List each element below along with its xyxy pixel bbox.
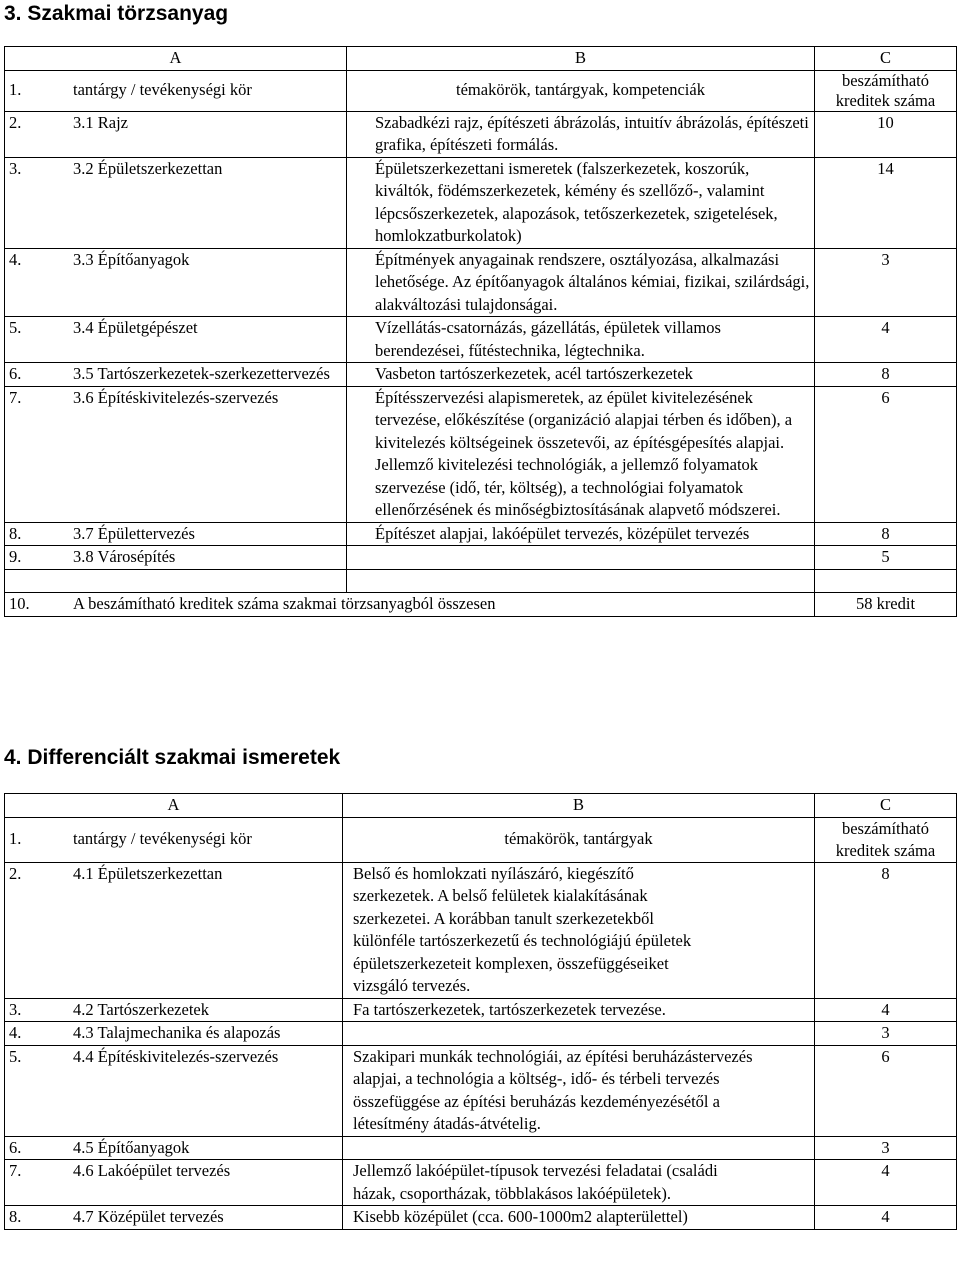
table-row bbox=[5, 386, 957, 522]
row-number: 6. bbox=[9, 364, 22, 383]
row-topics: Fa tartószerkezetek, tartószerkezetek tervezése. bbox=[343, 998, 815, 1022]
col-letter-b: B bbox=[343, 794, 815, 818]
row-number: 7. bbox=[9, 387, 22, 407]
row-topics: Épületszerkezettani ismeretek (falszerkezetek, koszorúk, kiváltók, födémszerkezetek, kémény és szellőző-, valamint lépcsőszerkezetek, alapozások, tetőszerkezetek, szigetelések, homlokzatburkolatok) bbox=[347, 157, 815, 248]
header-col-c: beszámítható kreditek száma bbox=[815, 70, 957, 111]
table-row bbox=[5, 569, 957, 593]
table-row bbox=[5, 1045, 957, 1136]
row-subject: 4.1 Épületszerkezettan bbox=[73, 863, 223, 883]
row-credits: 6 bbox=[815, 386, 957, 522]
table-row bbox=[5, 1206, 957, 1230]
row-number: 6. bbox=[9, 1137, 22, 1157]
header-col-a bbox=[5, 70, 347, 111]
row-subject: 3.6 Építéskivitelezés-szervezés bbox=[73, 387, 279, 407]
row-credits: 4 bbox=[815, 1206, 957, 1230]
row-credits: 10 bbox=[815, 111, 957, 157]
row-subject: 4.4 Építéskivitelezés-szervezés bbox=[73, 1046, 279, 1066]
column-letter-row bbox=[5, 794, 957, 818]
row-subject: 3.5 Tartószerkezetek-szerkezettervezés bbox=[73, 364, 330, 383]
row-topics bbox=[347, 569, 815, 593]
row-credits: 3 bbox=[815, 248, 957, 317]
row-credits: 4 bbox=[815, 998, 957, 1022]
column-letter-row bbox=[5, 47, 957, 71]
row-subject: 3.8 Városépítés bbox=[73, 547, 176, 566]
row-subject: 4.5 Építőanyagok bbox=[73, 1137, 190, 1157]
row-topics: Vízellátás-csatornázás, gázellátás, épületek villamos berendezései, fűtéstechnika, légtechnika. bbox=[347, 317, 815, 363]
row-credits: 5 bbox=[815, 546, 957, 570]
row-number: 4. bbox=[9, 1023, 22, 1042]
row-subject: 3.3 Építőanyagok bbox=[73, 249, 190, 269]
section-3-title: 3. Szakmai törzsanyag bbox=[4, 2, 229, 25]
row-credits: 8 bbox=[815, 363, 957, 387]
row-credits: 14 bbox=[815, 157, 957, 248]
total-row bbox=[5, 593, 957, 617]
row-number: 8. bbox=[9, 1207, 22, 1226]
table-row bbox=[5, 998, 957, 1022]
row-credits: 4 bbox=[815, 1160, 957, 1206]
row-topics: Szabadkézi rajz, építészeti ábrázolás, intuitív ábrázolás, építészeti grafika, építészeti formálás. bbox=[347, 111, 815, 157]
section-4-title: 4. Differenciált szakmai ismeretek bbox=[4, 746, 341, 769]
row-credits bbox=[815, 569, 957, 593]
row-topics: Építmények anyagainak rendszere, osztályozása, alkalmazási lehetősége. Az építőanyagok általános kémiai, fizikai, szilárdsági, alakváltozási tulajdonságai. bbox=[347, 248, 815, 317]
table-row bbox=[5, 157, 957, 248]
header-col-b: témakörök, tantárgyak bbox=[343, 817, 815, 862]
table-row bbox=[5, 522, 957, 546]
row-topics: Belső és homlokzati nyílászáró, kiegészítő szerkezetek. A belső felületek kialakításának szerkezetei. A korábban tanult szerkezetekből különféle tartószerkezetű és technológiájú épületek épületszerkezeteit komplexen, összefüggéseiket vizsgáló tervezés. bbox=[343, 862, 815, 998]
row-topics: Építésszervezési alapismeretek, az épület kivitelezésének tervezése, előkészítése (organizáció alapjai térben és időben), a kivitelezés költségeinek összetevői, az építésgépesítés alapjai. Jellemző kivitelezési technológiák, a jellemző folyamatok szervezése (idő, tér, költség), a technológiai folyamatok ellenőrzésének és minőségbiztosításának alapvető módszerei. bbox=[347, 386, 815, 522]
row-number: 5. bbox=[9, 1046, 22, 1066]
row-number: 1. bbox=[9, 829, 22, 849]
header-subject: tantárgy / tevékenységi kör bbox=[73, 80, 252, 100]
row-number: 2. bbox=[9, 863, 22, 883]
col-letter-a: A bbox=[5, 794, 343, 818]
table-row bbox=[5, 317, 957, 363]
row-number: 4. bbox=[9, 249, 22, 269]
table-row bbox=[5, 546, 957, 570]
row-subject: 3.2 Épületszerkezettan bbox=[73, 158, 223, 178]
row-topics bbox=[347, 546, 815, 570]
row-credits: 3 bbox=[815, 1022, 957, 1046]
row-subject: 4.2 Tartószerkezetek bbox=[73, 999, 209, 1019]
row-number: 8. bbox=[9, 523, 22, 543]
row-subject: 3.4 Épületgépészet bbox=[73, 318, 198, 337]
col-letter-b: B bbox=[347, 47, 815, 71]
table-row bbox=[5, 1160, 957, 1206]
header-col-a bbox=[5, 817, 343, 862]
row-number: 5. bbox=[9, 318, 22, 337]
header-col-b: témakörök, tantárgyak, kompetenciák bbox=[347, 70, 815, 111]
row-number: 7. bbox=[9, 1161, 22, 1180]
table-row bbox=[5, 1136, 957, 1160]
row-topics: Kisebb középület (cca. 600-1000m2 alapterülettel) bbox=[343, 1206, 815, 1230]
header-row bbox=[5, 817, 957, 862]
row-credits: 8 bbox=[815, 862, 957, 998]
row-number: 10. bbox=[9, 594, 30, 613]
row-number: 9. bbox=[9, 547, 22, 566]
total-credits: 58 kredit bbox=[815, 593, 957, 617]
header-row bbox=[5, 70, 957, 111]
row-subject: 4.6 Lakóépület tervezés bbox=[73, 1161, 231, 1180]
core-curriculum-table bbox=[4, 46, 957, 617]
col-letter-c: C bbox=[815, 794, 957, 818]
table-row bbox=[5, 248, 957, 317]
table-row bbox=[5, 363, 957, 387]
row-number: 2. bbox=[9, 112, 22, 132]
row-subject: 3.7 Épülettervezés bbox=[73, 523, 195, 543]
row-topics: Építészet alapjai, lakóépület tervezés, középület tervezés bbox=[347, 522, 815, 546]
row-topics: Szakipari munkák technológiái, az építési beruházástervezés alapjai, a technológia a költség-, idő- és térbeli tervezés összefüggése az építési beruházás kezdeményezésétől a létesítmény átadás-átvételig. bbox=[343, 1045, 815, 1136]
row-credits: 8 bbox=[815, 522, 957, 546]
col-letter-a: A bbox=[5, 47, 347, 71]
row-topics bbox=[343, 1136, 815, 1160]
row-credits: 3 bbox=[815, 1136, 957, 1160]
row-topics: Vasbeton tartószerkezetek, acél tartószerkezetek bbox=[347, 363, 815, 387]
row-topics bbox=[343, 1022, 815, 1046]
row-subject: 4.7 Középület tervezés bbox=[73, 1207, 224, 1226]
table-row bbox=[5, 1022, 957, 1046]
row-topics: Jellemző lakóépület-típusok tervezési feladatai (családi házak, csoportházak, többlakásos lakóépületek). bbox=[343, 1160, 815, 1206]
row-number: 3. bbox=[9, 999, 22, 1019]
table-row bbox=[5, 862, 957, 998]
row-credits: 4 bbox=[815, 317, 957, 363]
row-subject: 4.3 Talajmechanika és alapozás bbox=[73, 1023, 281, 1042]
col-letter-c: C bbox=[815, 47, 957, 71]
total-label: A beszámítható kreditek száma szakmai törzsanyagból összesen bbox=[73, 594, 496, 613]
row-number: 1. bbox=[9, 80, 22, 100]
differentiated-knowledge-table bbox=[4, 793, 957, 1230]
row-credits: 6 bbox=[815, 1045, 957, 1136]
table-row bbox=[5, 111, 957, 157]
header-subject: tantárgy / tevékenységi kör bbox=[73, 829, 252, 849]
row-subject: 3.1 Rajz bbox=[73, 112, 128, 132]
header-col-c: beszámítható kreditek száma bbox=[815, 817, 957, 862]
row-number: 3. bbox=[9, 158, 22, 178]
